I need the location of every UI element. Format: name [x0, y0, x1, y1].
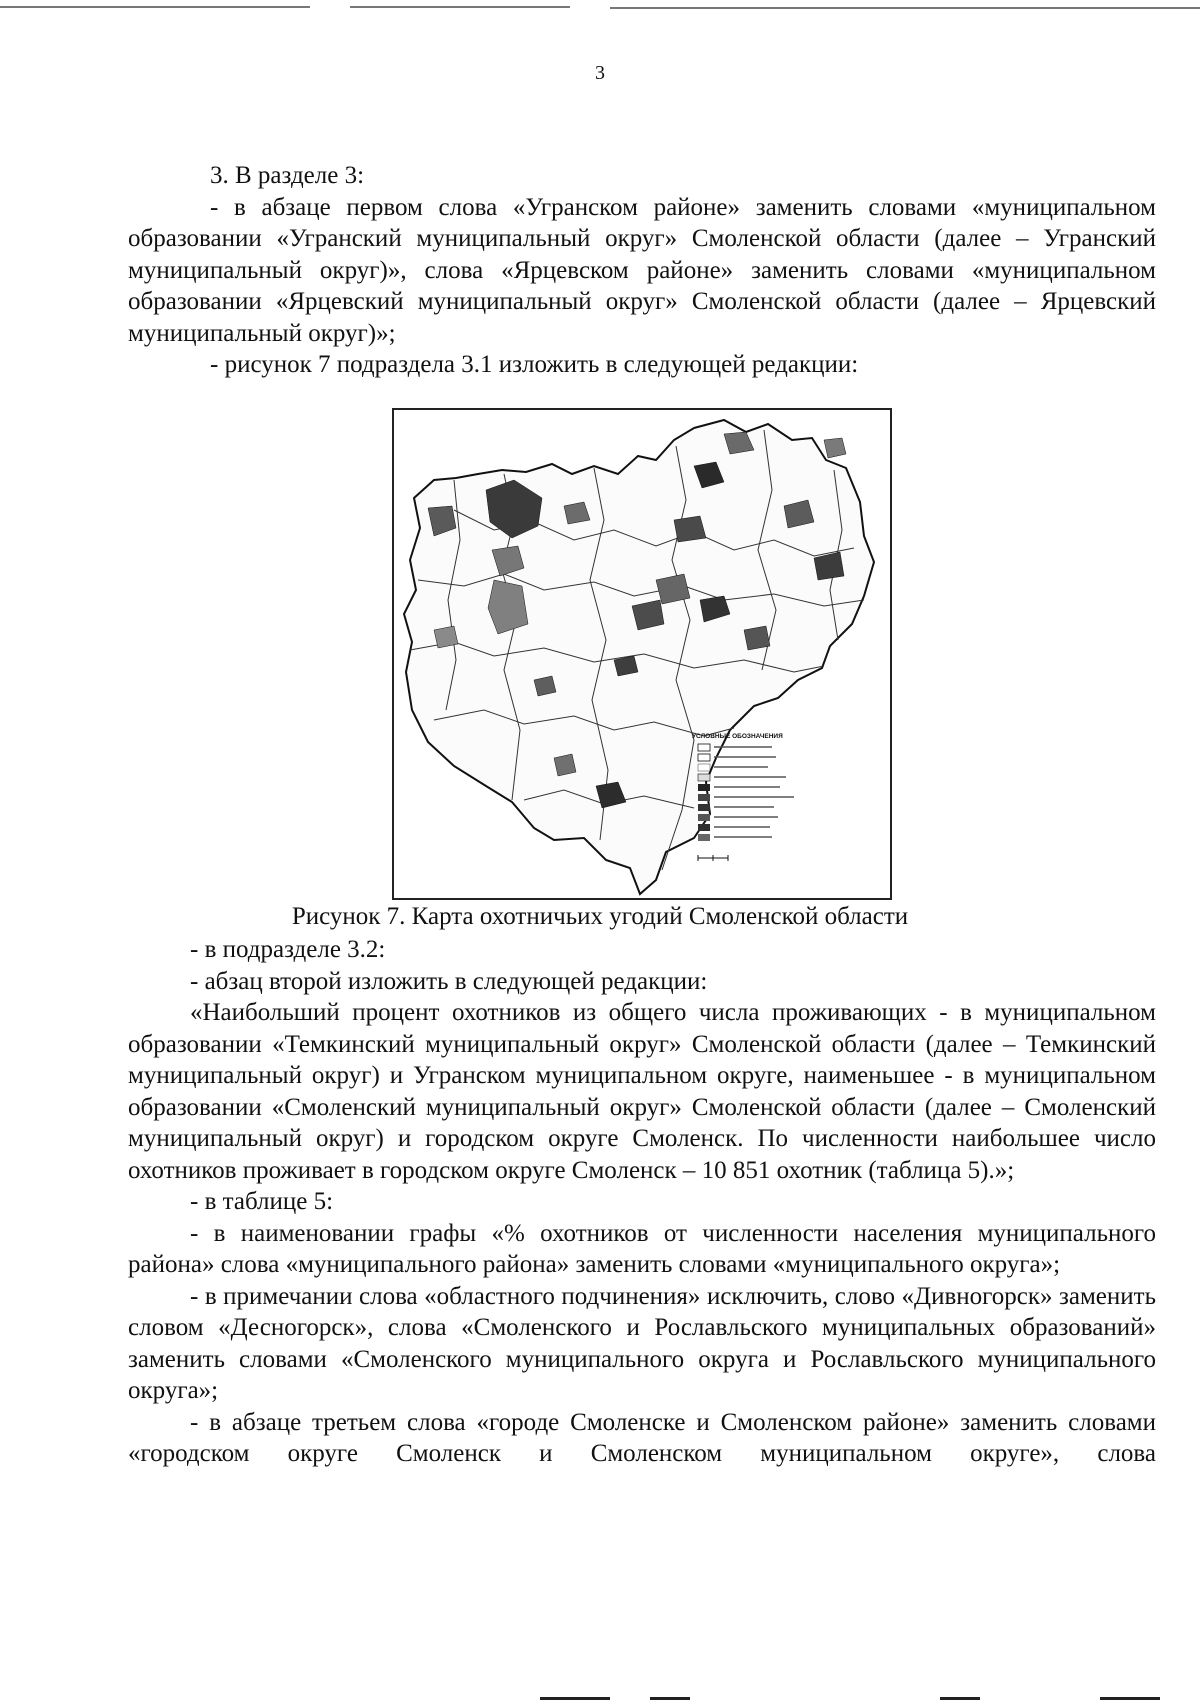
- legend-swatch: [698, 774, 710, 781]
- scale-bar: [698, 855, 728, 861]
- legend-title: УСЛОВНЫЕ ОБОЗНАЧЕНИЯ: [692, 733, 783, 740]
- subsection-line: - в подразделе 3.2:: [190, 936, 386, 963]
- legend-swatch: [698, 754, 710, 761]
- scan-top-line: [350, 6, 570, 8]
- paragraph-figure-7: - рисунок 7 подраздела 3.1 изложить в следующей редакции:: [210, 351, 859, 378]
- legend-swatch: [698, 744, 710, 751]
- legend-swatch: [698, 764, 710, 771]
- hunting-grounds-map: [392, 408, 892, 900]
- paragraph-instruction: - абзац второй изложить в следующей редакции:: [190, 967, 708, 995]
- legend-swatch: [698, 794, 710, 801]
- legend-swatch: [698, 834, 710, 841]
- paragraph-ugra-yartsevo: - в абзаце первом слова «Угранском районе» заменить словами «муниципальном образовании «Угранский муниципальный округ» Смоленской области (далее – Угранский муниципальный округ)», слова «Ярцевском районе» заменить словами «муниципальном образовании «Ярцевский муниципальный округ» Смоленской области (далее – Ярцевский муниципальный округ)»;: [128, 193, 1156, 347]
- scan-bottom-mark: [650, 1697, 690, 1700]
- intro-block: [128, 160, 1156, 381]
- scan-top-line: [610, 7, 1200, 9]
- table-5-column-item: - в наименовании графы «% охотников от численности населения муниципального района» слова «муниципального района» заменить словами «муниципального округа»;: [128, 1219, 1156, 1278]
- legend-swatch: [698, 824, 710, 831]
- section-heading: 3. В разделе 3:: [210, 162, 365, 189]
- scan-top-line: [0, 6, 310, 8]
- table-5-line: - в таблице 5:: [190, 1188, 334, 1215]
- map-drawing: [394, 410, 890, 898]
- legend-entry-marks: [714, 747, 794, 837]
- table-5-note-item: - в примечании слова «областного подчинения» исключить, слово «Дивногорск» заменить словом «Десногорск», слова «Смоленского и Рославльского муниципальных образований» заменить словами «Смоленского муниципального округа и Рославльского муниципального округа»;: [128, 1282, 1156, 1404]
- scan-bottom-mark: [540, 1697, 610, 1700]
- scan-bottom-mark: [940, 1697, 980, 1700]
- region-outline: [404, 420, 874, 894]
- legend-swatch: [698, 784, 710, 791]
- body-block: [128, 934, 1156, 1470]
- page-number: 3: [595, 62, 605, 84]
- paragraph-three-item: - в абзаце третьем слова «городе Смоленске и Смоленском районе» заменить словами «городском округе Смоленск и Смоленском муниципальном округе», слова: [128, 1408, 1156, 1467]
- quoted-paragraph: «Наибольший процент охотников из общего числа проживающих - в муниципальном образовании «Темкинский муниципальный округ» Смоленской области (далее – Темкинский муниципальный округ) и Угранском муниципальном округе, наименьшее - в муниципальном образовании «Смоленский муниципальный округ» Смоленской области (далее – Смоленский муниципальный округ) и городском округе Смоленск. По численности наибольшее число охотников проживает в городском округе Смоленск – 10 851 охотник (таблица 5).»;: [128, 999, 1156, 1184]
- scan-bottom-mark: [1100, 1697, 1160, 1700]
- legend-swatch: [698, 804, 710, 811]
- figure-caption: Рисунок 7. Карта охотничьих угодий Смоленской области: [291, 903, 909, 930]
- legend-swatch: [698, 814, 710, 821]
